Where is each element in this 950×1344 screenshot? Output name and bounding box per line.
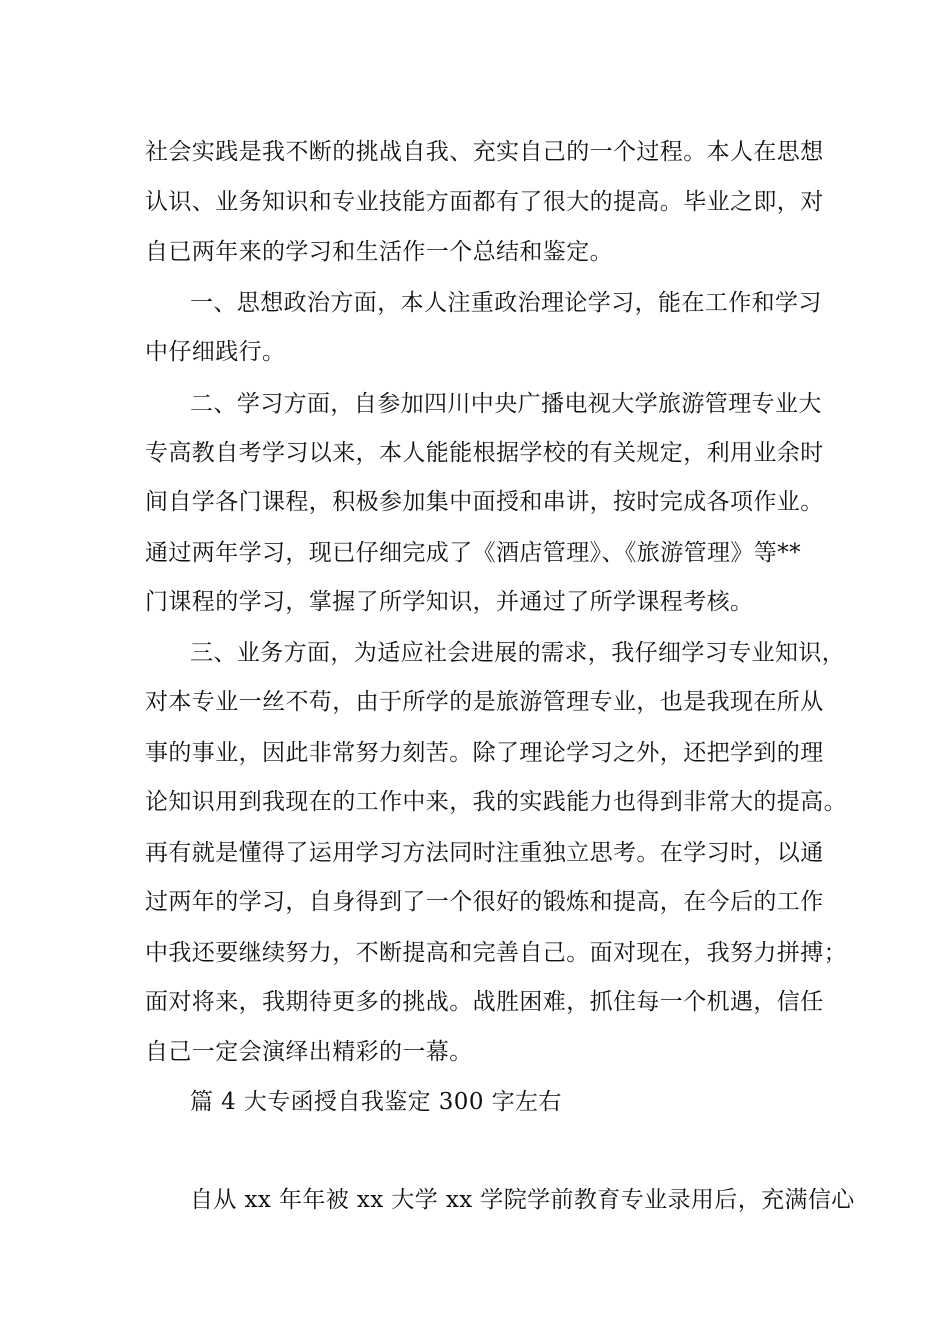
text-line: 再有就是懂得了运用学习方法同时注重独立思考。在学习时，以通 <box>145 840 824 866</box>
text-line: 过两年的学习，自身得到了一个很好的锻炼和提高，在今后的工作 <box>145 889 824 915</box>
text-line: 专高教自考学习以来，本人能能根据学校的有关规定，利用业余时 <box>145 440 824 466</box>
text-line: 论知识用到我现在的工作中来，我的实践能力也得到非常大的提高。 <box>145 789 847 815</box>
text-line: 自已两年来的学习和生活作一个总结和鉴定。 <box>145 239 613 265</box>
section-title: 篇 4 大专函授自我鉴定 300 字左右 <box>190 1089 562 1115</box>
text-line: 间自学各门课程，积极参加集中面授和串讲，按时完成各项作业。 <box>145 489 824 515</box>
paragraph-heading-politics: 一、思想政治方面，本人注重政治理论学习，能在工作和学习 <box>190 290 822 316</box>
text-line: 自己一定会演绎出精彩的一幕。 <box>145 1039 473 1065</box>
text-line: 对本专业一丝不苟，由于所学的是旅游管理专业，也是我现在所从 <box>145 689 824 715</box>
text-line: 中我还要继续努力，不断提高和完善自己。面对现在，我努力拼搏； <box>145 940 847 966</box>
text-line: 认识、业务知识和专业技能方面都有了很大的提高。毕业之即，对 <box>145 189 824 215</box>
text-line: 社会实践是我不断的挑战自我、充实自己的一个过程。本人在思想 <box>145 139 824 165</box>
text-line: 事的事业，因此非常努力刻苦。除了理论学习之外，还把学到的理 <box>145 740 824 766</box>
text-line: 门课程的学习，掌握了所学知识，并通过了所学课程考核。 <box>145 589 754 615</box>
text-line: 面对将来，我期待更多的挑战。战胜困难，抓住每一个机遇，信任 <box>145 989 824 1015</box>
text-line: 通过两年学习，现已仔细完成了《酒店管理》、《旅游管理》等** <box>145 540 801 566</box>
text-line: 自从 xx 年年被 xx 大学 xx 学院学前教育专业录用后，充满信心 <box>190 1187 855 1213</box>
paragraph-heading-study: 二、学习方面，自参加四川中央广播电视大学旅游管理专业大 <box>190 391 822 417</box>
paragraph-heading-business: 三、业务方面，为适应社会进展的需求，我仔细学习专业知识， <box>190 640 846 666</box>
text-line: 中仔细践行。 <box>145 339 286 365</box>
